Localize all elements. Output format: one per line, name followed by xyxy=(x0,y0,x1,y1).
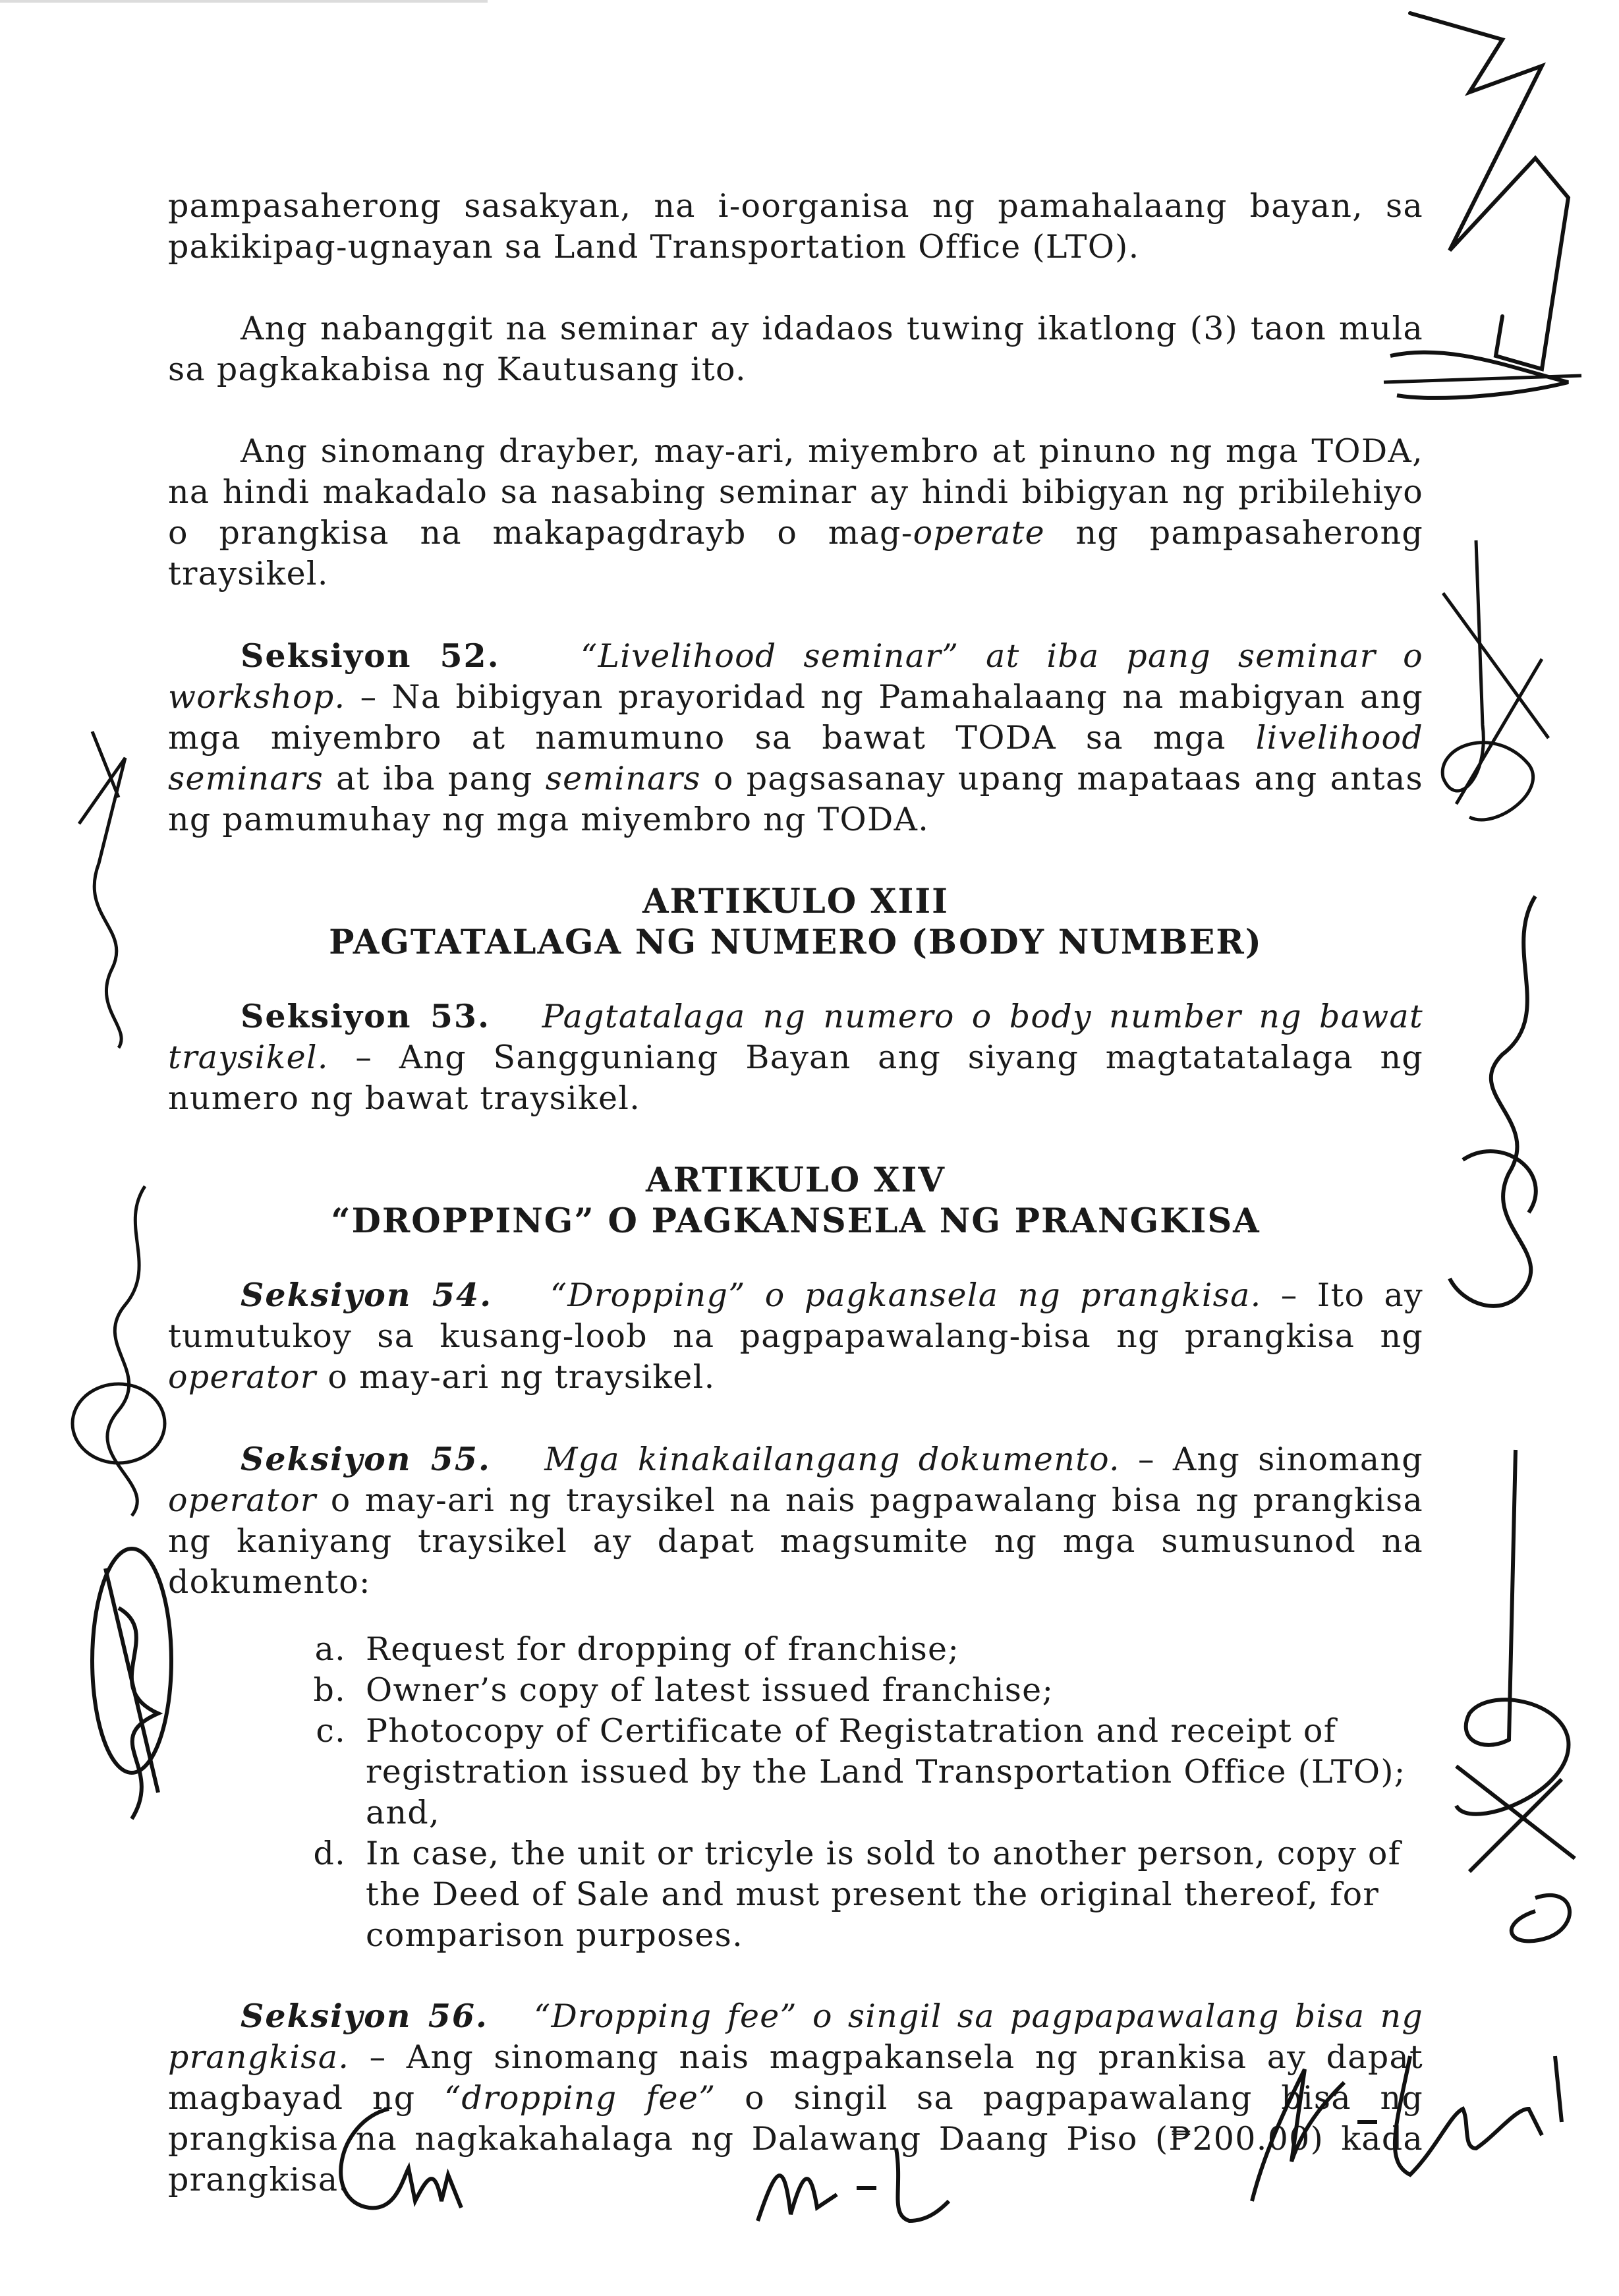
section-52-title: “Livelihood seminar” at iba pang seminar o workshop. xyxy=(168,637,1423,716)
signature-bottom-2 xyxy=(745,2122,969,2241)
article-13-heading xyxy=(168,881,1423,963)
signature-right-3 xyxy=(1430,1437,1601,1964)
article-14-title: “DROPPING” O PAGKANSELA NG PRANGKISA xyxy=(331,1201,1261,1241)
signature-bottom-3 xyxy=(1212,2017,1595,2214)
signature-left-2 xyxy=(53,1173,171,1542)
signature-right-1 xyxy=(1417,527,1588,896)
section-54-label: Seksiyon 54. xyxy=(241,1276,493,1314)
section-56-label: Seksiyon 56. xyxy=(241,1997,488,2035)
section-55-title: Mga kinakailangang dokumento. xyxy=(544,1441,1120,1478)
continuation-paragraph: pampasaherong sasakyan, na i-oorganisa ng pamahalaang bayan, sa pakikipag-ugnayan sa Land Transportation Office (LTO). xyxy=(168,187,1423,266)
section-54-title: “Dropping” o pagkansela ng prangkisa. xyxy=(550,1277,1262,1314)
list-item: a. Request for dropping of franchise; xyxy=(314,1630,960,1668)
section-53: Seksiyon 53. Pagtatalaga ng numero o body number ng bawat traysikel. – Ang Sangguniang Bayan ang siyang magtatatalaga ng numero ng bawat traysikel. xyxy=(168,997,1423,1117)
page-body xyxy=(168,186,1423,2241)
section-53-label: Seksiyon 53. xyxy=(241,997,491,1035)
list-item: b. Owner’s copy of latest issued franchise; xyxy=(313,1671,1054,1709)
requirements-list xyxy=(168,1629,1423,1956)
list-item: c. Photocopy of Certificate of Registatration and receipt of registration issued by the Land Transportation Office (LTO); and, xyxy=(316,1712,1406,1831)
signature-top-right xyxy=(1371,0,1608,448)
signature-right-2 xyxy=(1423,883,1595,1344)
seminar-schedule-paragraph: Ang nabanggit na seminar ay idadaos tuwing ikatlong (3) taon mula sa pagkakabisa ng Kautusang ito. xyxy=(168,310,1423,388)
article-14-number: ARTIKULO XIV xyxy=(646,1161,946,1200)
article-13-title: PAGTATALAGA NG NUMERO (BODY NUMBER) xyxy=(329,923,1263,962)
section-56-title: “Dropping fee” o singil sa pagpapawalang bisa ng prangkisa. xyxy=(168,1997,1423,2076)
section-55-label: Seksiyon 55. xyxy=(241,1440,491,1478)
list-item: d. In case, the unit or tricyle is sold to another person, copy of the Deed of Sale and must present the original thereof, for comparison purposes. xyxy=(313,1835,1402,1954)
signature-left-1 xyxy=(53,718,152,1061)
scan-edge-line xyxy=(0,0,488,3)
section-56: Seksiyon 56. “Dropping fee” o singil sa pagpapawalang bisa ng prangkisa. – Ang sinomang nais magpakansela ng prankisa ay dapat magbayad ng “dropping fee” o singil sa pagpapawalang bisa ng prangkisa na nagkakahalaga ng Dalawang Daang Piso (₱200.00) kada prangkisa. xyxy=(168,1997,1423,2198)
article-14-heading xyxy=(168,1160,1423,1242)
section-52: Seksiyon 52. “Livelihood seminar” at iba pang seminar o workshop. – Na bibigyan prayoridad ng Pamahalaang na mabigyan ang mga miyembro at namumuno sa bawat TODA sa mga livelihood seminars at iba pang seminars o pagsasanay upang mapataas ang antas ng pamumuhay ng mga miyembro ng TODA. xyxy=(168,637,1423,838)
section-55: Seksiyon 55. Mga kinakailangang dokumento. – Ang sinomang operator o may-ari ng traysikel na nais pagpawalang bisa ng prangkisa ng kaniyang traysikel ay dapat magsumite ng mga sumusunod na dokumento: xyxy=(168,1440,1423,1601)
section-53-title: Pagtatalaga ng numero o body number ng bawat traysikel. xyxy=(168,998,1423,1076)
signature-bottom-1 xyxy=(310,2096,521,2241)
article-13-number: ARTIKULO XIII xyxy=(642,882,950,921)
signature-left-3 xyxy=(59,1516,191,1858)
section-54: Seksiyon 54. “Dropping” o pagkansela ng prangkisa. – Ito ay tumutukoy sa kusang-loob na pagpapawalang-bisa ng prangkisa ng operator o may-ari ng traysikel. xyxy=(168,1276,1423,1396)
section-52-label: Seksiyon 52. xyxy=(241,637,500,675)
seminar-privilege-paragraph: Ang sinomang drayber, may-ari, miyembro at pinuno ng mga TODA, na hindi makadalo sa nasabing seminar ay hindi bibigyan ng pribilehiyo o prangkisa na makapagdrayb o mag-operate ng pampasaherong traysikel. xyxy=(168,432,1423,592)
